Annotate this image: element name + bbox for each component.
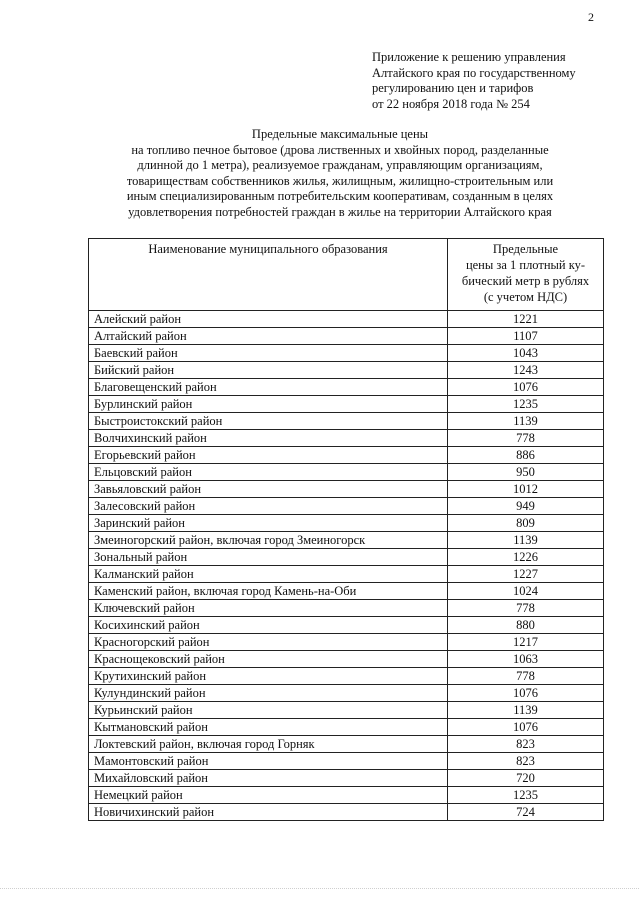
table-row [89, 413, 604, 430]
table-row [89, 430, 604, 447]
price-cell: 1063 [448, 651, 604, 668]
column-header-price-line: (с учетом НДС) [483, 290, 568, 304]
price-cell: 1139 [448, 702, 604, 719]
table-row [89, 379, 604, 396]
column-header-price-line: бический метр в рублях [461, 274, 590, 288]
price-cell: 1076 [448, 719, 604, 736]
appendix-line: Приложение к решению управления [372, 50, 566, 64]
document-title [60, 127, 620, 220]
price-cell: 1043 [448, 345, 604, 362]
price-cell: 949 [448, 498, 604, 515]
price-table [88, 238, 604, 821]
district-name-cell: Косихинский район [89, 617, 448, 634]
price-cell: 778 [448, 600, 604, 617]
district-name-cell: Ельцовский район [89, 464, 448, 481]
price-cell: 1226 [448, 549, 604, 566]
title-line: на топливо печное бытовое (дрова лиственных и хвойных пород, разделанные [131, 142, 549, 157]
price-cell: 1012 [448, 481, 604, 498]
title-line: иным специализированным потребительским кооперативам, созданным в целях [126, 189, 554, 203]
title-line: товариществам собственников жилья, жилищным, жилищно-строительным или [126, 173, 554, 188]
price-cell: 1227 [448, 566, 604, 583]
table-row [89, 787, 604, 804]
district-name-cell: Завьяловский район [89, 481, 448, 498]
price-cell: 724 [448, 804, 604, 821]
price-cell: 778 [448, 668, 604, 685]
price-cell: 880 [448, 617, 604, 634]
table-row [89, 549, 604, 566]
table-row [89, 311, 604, 328]
column-header-price-line: Предельные [492, 242, 559, 256]
price-cell: 1139 [448, 413, 604, 430]
district-name-cell: Волчихинский район [89, 430, 448, 447]
table-row [89, 566, 604, 583]
page-number: 2 [588, 10, 594, 24]
table-row [89, 719, 604, 736]
table-row [89, 481, 604, 498]
column-header-name: Наименование муниципального образования [89, 239, 448, 311]
table-body [89, 311, 604, 821]
district-name-cell: Курьинский район [89, 702, 448, 719]
district-name-cell: Новичихинский район [89, 804, 448, 821]
table-row [89, 532, 604, 549]
table-header-row [89, 239, 604, 311]
district-name-cell: Крутихинский район [89, 668, 448, 685]
table-row [89, 447, 604, 464]
table-row [89, 702, 604, 719]
district-name-cell: Михайловский район [89, 770, 448, 787]
table-row [89, 583, 604, 600]
table-row [89, 498, 604, 515]
district-name-cell: Змеиногорский район, включая город Змеиногорск [89, 532, 448, 549]
appendix-line: Алтайского края по государственному [372, 65, 576, 80]
price-cell: 1217 [448, 634, 604, 651]
district-name-cell: Залесовский район [89, 498, 448, 515]
district-name-cell: Каменский район, включая город Камень-на-Оби [89, 583, 448, 600]
table-row [89, 736, 604, 753]
table-row [89, 770, 604, 787]
price-cell: 720 [448, 770, 604, 787]
table-row [89, 668, 604, 685]
table-row [89, 362, 604, 379]
table-row [89, 634, 604, 651]
column-header-price [448, 239, 604, 311]
district-name-cell: Мамонтовский район [89, 753, 448, 770]
table-row [89, 753, 604, 770]
district-name-cell: Егорьевский район [89, 447, 448, 464]
table-row [89, 600, 604, 617]
price-cell: 809 [448, 515, 604, 532]
price-cell: 1024 [448, 583, 604, 600]
price-cell: 778 [448, 430, 604, 447]
table-row [89, 345, 604, 362]
price-cell: 1076 [448, 379, 604, 396]
district-name-cell: Краснощековский район [89, 651, 448, 668]
title-heading: Предельные максимальные цены [251, 127, 429, 141]
district-name-cell: Благовещенский район [89, 379, 448, 396]
title-line: длинной до 1 метра), реализуемое гражданам, управляющим организациям, [137, 158, 543, 172]
price-cell: 1221 [448, 311, 604, 328]
district-name-cell: Бийский район [89, 362, 448, 379]
price-cell: 886 [448, 447, 604, 464]
price-cell: 823 [448, 753, 604, 770]
page-bottom-divider [0, 888, 639, 889]
table-row [89, 804, 604, 821]
price-cell: 1235 [448, 787, 604, 804]
table-row [89, 651, 604, 668]
district-name-cell: Немецкий район [89, 787, 448, 804]
price-cell: 1107 [448, 328, 604, 345]
district-name-cell: Зональный район [89, 549, 448, 566]
price-cell: 1243 [448, 362, 604, 379]
district-name-cell: Алейский район [89, 311, 448, 328]
table-row [89, 396, 604, 413]
table-row [89, 464, 604, 481]
district-name-cell: Баевский район [89, 345, 448, 362]
table-row [89, 685, 604, 702]
price-cell: 1076 [448, 685, 604, 702]
district-name-cell: Быстроистокский район [89, 413, 448, 430]
district-name-cell: Алтайский район [89, 328, 448, 345]
appendix-note [372, 50, 576, 112]
district-name-cell: Ключевский район [89, 600, 448, 617]
price-cell: 1139 [448, 532, 604, 549]
title-line: удовлетворения потребностей граждан в жилье на территории Алтайского края [128, 204, 552, 219]
district-name-cell: Бурлинский район [89, 396, 448, 413]
table-row [89, 515, 604, 532]
district-name-cell: Кытмановский район [89, 719, 448, 736]
appendix-line: от 22 ноября 2018 года № 254 [372, 96, 530, 111]
district-name-cell: Красногорский район [89, 634, 448, 651]
appendix-line: регулированию цен и тарифов [372, 81, 534, 95]
price-cell: 950 [448, 464, 604, 481]
district-name-cell: Калманский район [89, 566, 448, 583]
column-header-price-line: цены за 1 плотный ку- [465, 258, 586, 272]
district-name-cell: Кулундинский район [89, 685, 448, 702]
table-row [89, 617, 604, 634]
district-name-cell: Заринский район [89, 515, 448, 532]
table-row [89, 328, 604, 345]
district-name-cell: Локтевский район, включая город Горняк [89, 736, 448, 753]
price-cell: 823 [448, 736, 604, 753]
price-cell: 1235 [448, 396, 604, 413]
